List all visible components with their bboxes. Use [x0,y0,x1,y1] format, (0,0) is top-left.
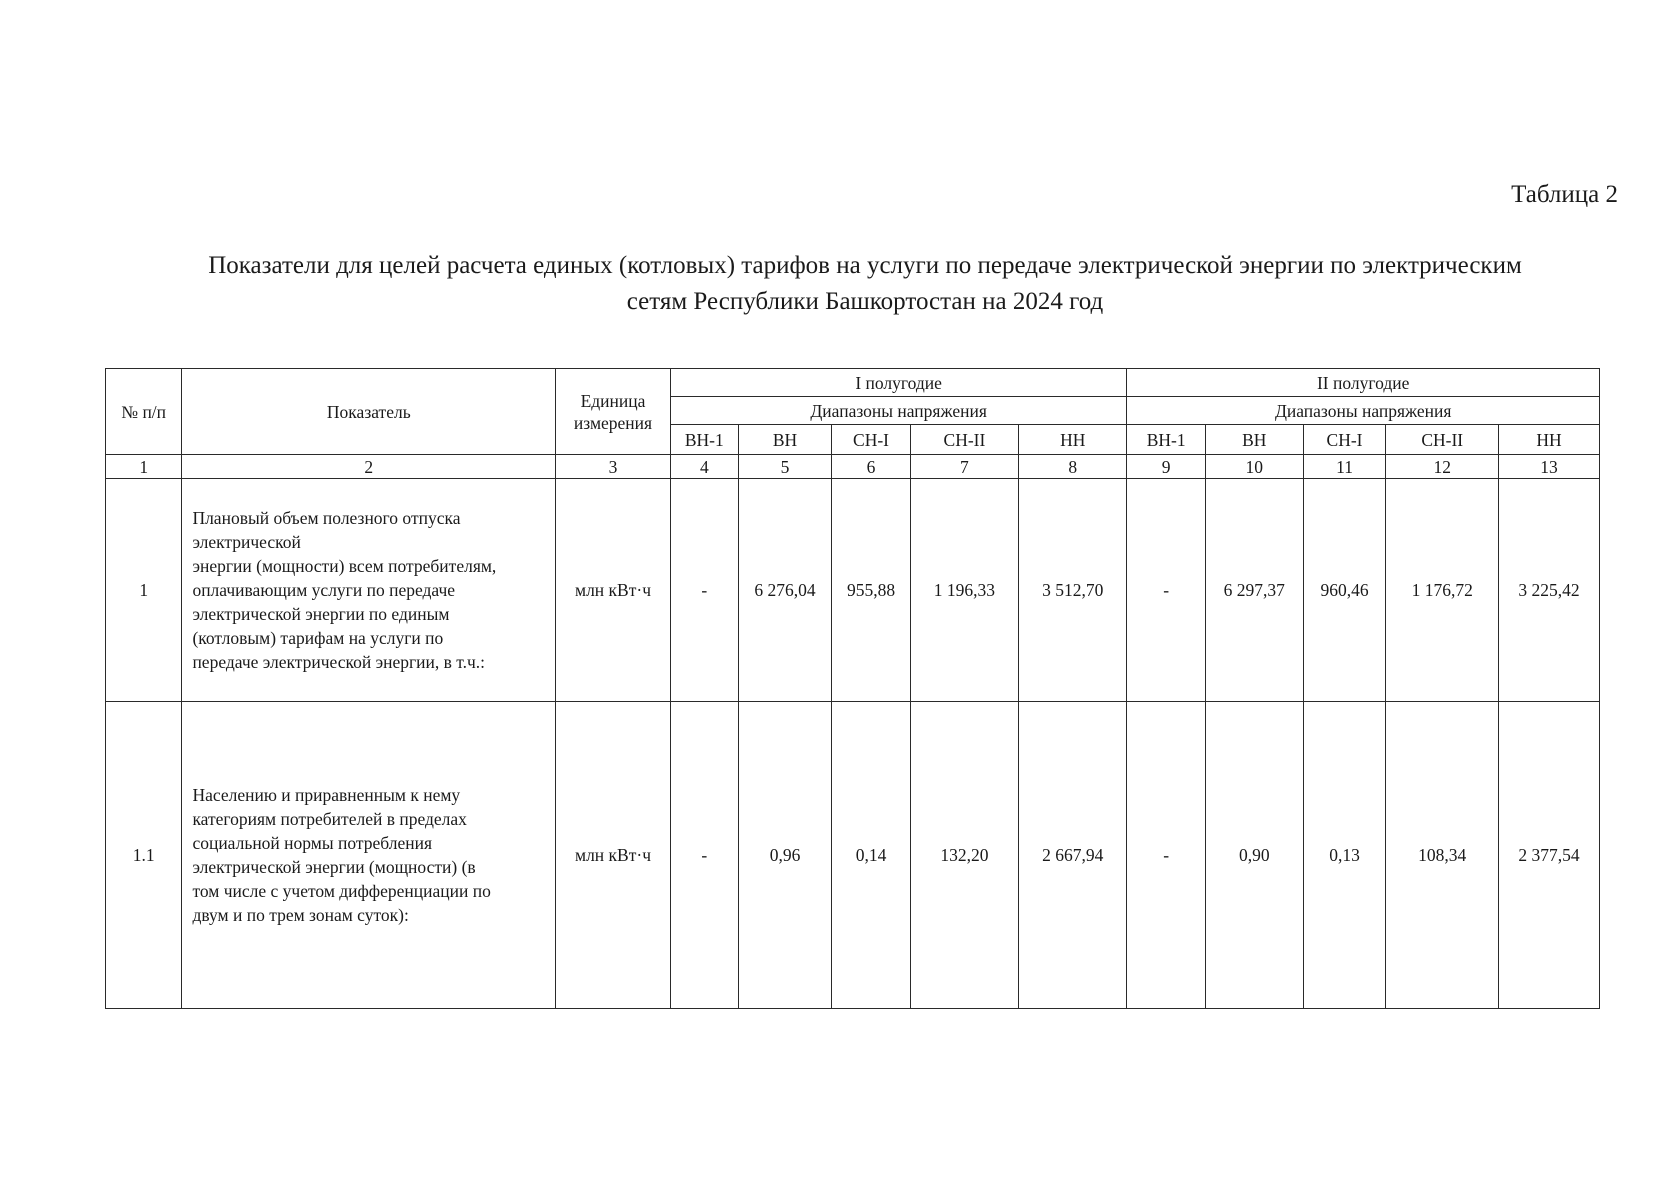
column-number: 1 [106,455,182,479]
title-line-1: Показатели для целей расчета единых (котловых) тарифов на услуги по передаче электрической энергии по электрическим [208,252,1522,279]
value-cell: 3 512,70 [1019,479,1127,702]
value-cell: 3 225,42 [1498,479,1599,702]
row-unit: млн кВт·ч [556,702,671,1009]
column-number: 2 [182,455,556,479]
value-cell: 132,20 [910,702,1018,1009]
row-unit: млн кВт·ч [556,479,671,702]
indicator-line: передаче электрической энергии, в т.ч.: [192,652,486,672]
table-caption: Таблица 2 [1511,181,1618,208]
column-number: 3 [556,455,671,479]
column-number: 9 [1127,455,1206,479]
row-indicator [182,702,556,1009]
column-number: 10 [1205,455,1303,479]
value-cell: 0,14 [832,702,911,1009]
header-voltage-level: СН-II [910,425,1018,455]
title-line-2: сетям Республики Башкортостан на 2024 год [626,288,1104,315]
value-cell: 6 276,04 [738,479,831,702]
header-voltage-level: НН [1019,425,1127,455]
indicator-line: энергии (мощности) всем потребителям, [192,556,497,576]
column-number-row [106,455,1600,479]
value-cell: 6 297,37 [1205,479,1303,702]
column-number: 8 [1019,455,1127,479]
value-cell: 1 196,33 [910,479,1018,702]
indicators-table [105,368,1600,1009]
header-voltage-level: ВН-1 [670,425,738,455]
column-number: 7 [910,455,1018,479]
header-voltage-level: ВН-1 [1127,425,1206,455]
indicator-line: оплачивающим услуги по передаче [192,580,456,600]
column-number: 4 [670,455,738,479]
indicator-line: двум и по трем зонам суток): [192,905,409,925]
column-number: 13 [1498,455,1599,479]
value-cell: 960,46 [1303,479,1386,702]
indicator-line: Населению и приравненным к нему [192,785,461,805]
indicator-line: том числе с учетом дифференциации по [192,881,491,901]
header-ranges-half-2: Диапазоны напряжения [1127,397,1600,425]
indicator-line: (котловым) тарифам на услуги по [192,628,444,648]
header-half-1: I полугодие [670,369,1127,397]
header-voltage-level: СН-I [832,425,911,455]
value-cell: 0,96 [738,702,831,1009]
table-row [106,702,1600,1009]
value-cell: 0,13 [1303,702,1386,1009]
document-title [120,248,1610,320]
header-num: № п/п [106,369,182,455]
indicator-line: электрической [192,532,301,552]
header-ranges-half-1: Диапазоны напряжения [670,397,1127,425]
column-number: 11 [1303,455,1386,479]
header-voltage-level: НН [1498,425,1599,455]
value-cell: 108,34 [1386,702,1499,1009]
value-cell: 955,88 [832,479,911,702]
header-voltage-level: ВН [1205,425,1303,455]
header-indicator: Показатель [182,369,556,455]
indicator-line: электрической энергии по единым [192,604,450,624]
column-number: 5 [738,455,831,479]
indicator-line: социальной нормы потребления [192,833,432,853]
row-num: 1 [106,479,182,702]
header-half-2: II полугодие [1127,369,1600,397]
indicator-line: Плановый объем полезного отпуска [192,508,461,528]
value-cell: - [1127,479,1206,702]
value-cell: 2 667,94 [1019,702,1127,1009]
value-cell: - [670,479,738,702]
indicator-line: категориям потребителей в пределах [192,809,467,829]
value-cell: - [1127,702,1206,1009]
table-row [106,479,1600,702]
value-cell: 1 176,72 [1386,479,1499,702]
header-voltage-level: ВН [738,425,831,455]
header-unit: Единица измерения [556,369,671,455]
value-cell: - [670,702,738,1009]
value-cell: 2 377,54 [1498,702,1599,1009]
indicator-line: электрической энергии (мощности) (в [192,857,476,877]
header-voltage-level: СН-I [1303,425,1386,455]
column-number: 6 [832,455,911,479]
value-cell: 0,90 [1205,702,1303,1009]
header-voltage-level: СН-II [1386,425,1499,455]
column-number: 12 [1386,455,1499,479]
row-indicator [182,479,556,702]
row-num: 1.1 [106,702,182,1009]
